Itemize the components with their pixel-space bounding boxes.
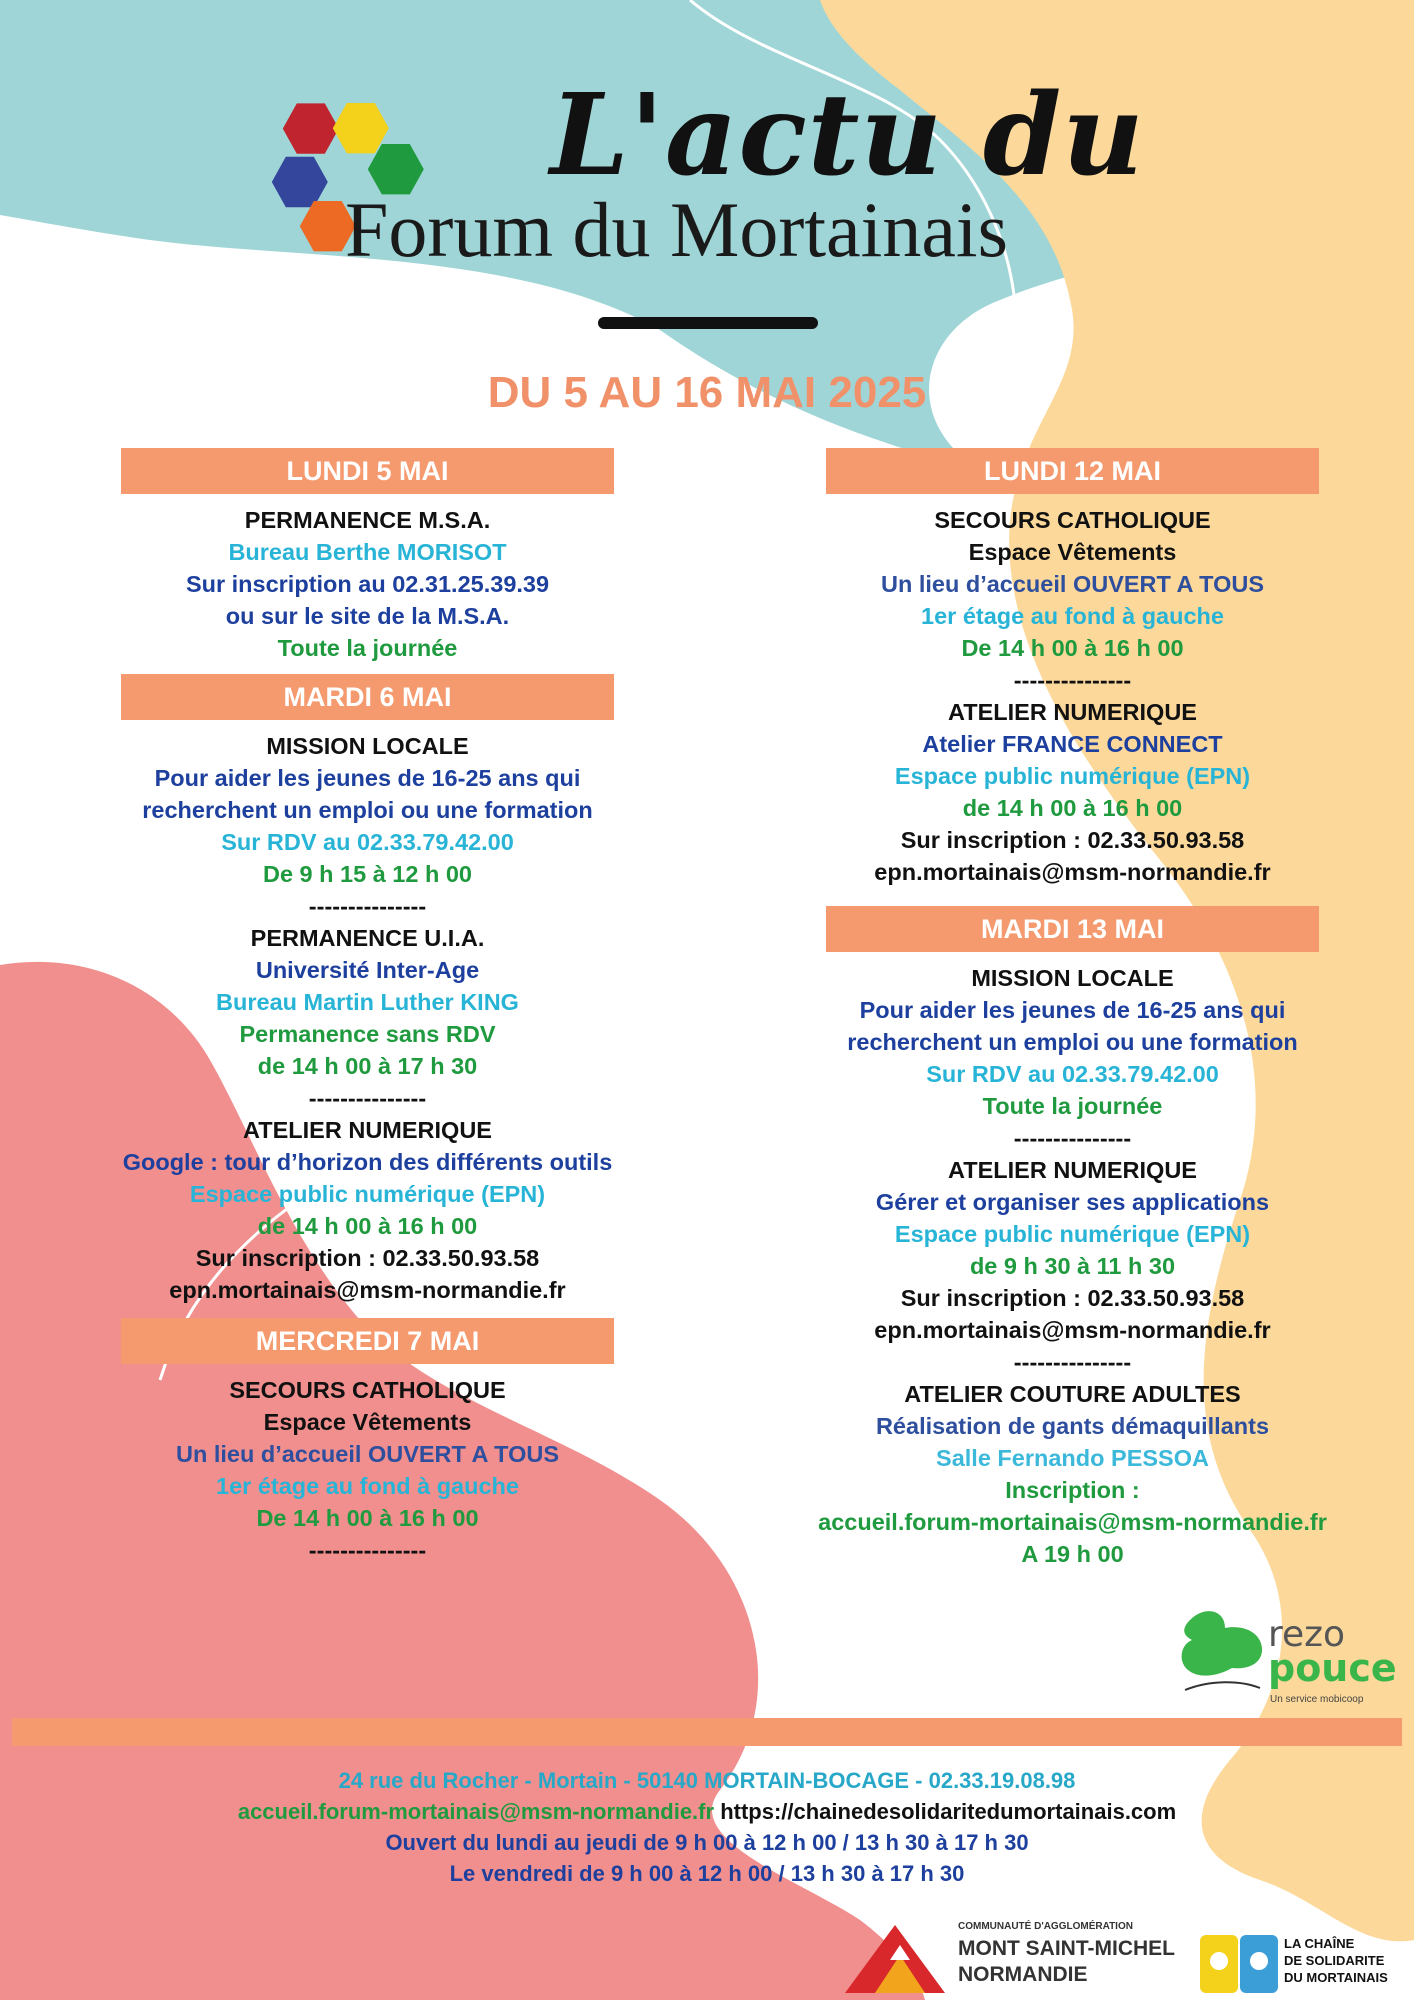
event-line: de 14 h 00 à 16 h 00 [962, 795, 1183, 821]
event-line: ou sur le site de la M.S.A. [225, 603, 510, 629]
event-line: Espace public numérique (EPN) [894, 1221, 1251, 1247]
event-line: --------------- [1013, 1349, 1132, 1375]
rezo-pouce-logo [1170, 1600, 1410, 1710]
event-line: Sur inscription : 02.33.50.93.58 [900, 1285, 1245, 1311]
event-line: 1er étage au fond à gauche [921, 603, 1224, 629]
event-line: Gérer et organiser ses applications [875, 1189, 1270, 1215]
msm-line1: COMMUNAUTÉ D'AGGLOMÉRATION [958, 1921, 1133, 1932]
footer-contact-line [0, 1796, 1414, 1827]
event-line[interactable]: accueil.forum-mortainais@msm-normandie.fr [818, 1509, 1327, 1535]
date-range: DU 5 AU 16 MAI 2025 [487, 368, 927, 417]
csm-line1: LA CHAÎNE [1284, 1936, 1355, 1951]
footer-info [0, 1765, 1414, 1889]
footer-hours-week: Ouvert du lundi au jeudi de 9 h 00 à 12 h 00 / 13 h 30 à 17 h 30 [385, 1830, 1029, 1855]
event-line: Sur inscription au 02.31.25.39.39 [185, 571, 550, 597]
day-header: MERCREDI 7 MAI [121, 1318, 614, 1364]
event-line: Espace public numérique (EPN) [894, 763, 1251, 789]
event-line: recherchent un emploi ou une formation [847, 1029, 1298, 1055]
day-header: MARDI 6 MAI [121, 674, 614, 720]
event-line: SECOURS CATHOLIQUE [934, 507, 1211, 533]
script-title: L'actu du [550, 70, 1145, 201]
day-header: MARDI 13 MAI [826, 906, 1319, 952]
footer-address: 24 rue du Rocher - Mortain - 50140 MORTAIN-BOCAGE - 02.33.19.08.98 [338, 1768, 1076, 1793]
event-line: Toute la journée [277, 635, 458, 661]
event-line: Google : tour d’horizon des différents outils [122, 1149, 613, 1175]
event-line: A 19 h 00 [1021, 1541, 1124, 1567]
event-line[interactable]: epn.mortainais@msm-normandie.fr [874, 1317, 1271, 1343]
event-line: --------------- [1013, 667, 1132, 693]
day-header: LUNDI 5 MAI [121, 448, 614, 494]
event-line: Bureau Martin Luther KING [216, 989, 519, 1015]
msm-line2: MONT SAINT-MICHEL [958, 1937, 1175, 1960]
event-line: MISSION LOCALE [266, 733, 469, 759]
footer-divider-bar [12, 1718, 1402, 1746]
rezo-tagline: Un service mobicoop [1270, 1694, 1364, 1705]
event-line: De 14 h 00 à 16 h 00 [961, 635, 1184, 661]
msm-mountain-icon [840, 1915, 950, 1995]
csm-text [1284, 1935, 1388, 1986]
event-line: SECOURS CATHOLIQUE [229, 1377, 506, 1403]
event-line: MISSION LOCALE [971, 965, 1174, 991]
event-line: de 14 h 00 à 17 h 30 [257, 1053, 478, 1079]
event-line: Bureau Berthe MORISOT [228, 539, 507, 565]
event-line: Atelier FRANCE CONNECT [922, 731, 1223, 757]
event-line: Pour aider les jeunes de 16-25 ans qui [859, 997, 1286, 1023]
event-line: PERMANENCE M.S.A. [244, 507, 491, 533]
event-line: Sur RDV au 02.33.79.42.00 [926, 1061, 1219, 1087]
event-line: Sur inscription : 02.33.50.93.58 [900, 827, 1245, 853]
event-line: Un lieu d’accueil OUVERT A TOUS [175, 1441, 560, 1467]
event-line: de 9 h 30 à 11 h 30 [969, 1253, 1176, 1279]
event-line: Inscription : [1005, 1477, 1140, 1503]
event-line: Université Inter-Age [255, 957, 480, 983]
event-line: Espace public numérique (EPN) [189, 1181, 546, 1207]
thumb-icon [1170, 1600, 1270, 1700]
event-line: ATELIER COUTURE ADULTES [904, 1381, 1241, 1407]
event-line: De 14 h 00 à 16 h 00 [256, 1505, 479, 1531]
event-line: Sur RDV au 02.33.79.42.00 [221, 829, 514, 855]
footer-website[interactable]: https://chainedesolidaritedumortainais.com [720, 1799, 1177, 1824]
event-line[interactable]: epn.mortainais@msm-normandie.fr [874, 859, 1271, 885]
event-line: Espace Vêtements [263, 1409, 472, 1435]
msm-normandie-logo [840, 1915, 1175, 1995]
event-line: Un lieu d’accueil OUVERT A TOUS [880, 571, 1265, 597]
event-line: PERMANENCE U.I.A. [250, 925, 485, 951]
right-column-schedule [805, 448, 1340, 1570]
day-header: LUNDI 12 MAI [826, 448, 1319, 494]
event-line: --------------- [308, 1085, 427, 1111]
event-line: Sur inscription : 02.33.50.93.58 [195, 1245, 540, 1271]
event-line: de 14 h 00 à 16 h 00 [257, 1213, 478, 1239]
event-line: --------------- [308, 893, 427, 919]
event-line: --------------- [308, 1537, 427, 1563]
csm-line2: DE SOLIDARITE [1284, 1953, 1385, 1968]
left-column-schedule [100, 448, 635, 1566]
chaine-solidarite-logo [1200, 1935, 1410, 1997]
event-line: 1er étage au fond à gauche [216, 1473, 519, 1499]
event-line: Permanence sans RDV [239, 1021, 496, 1047]
event-line: ATELIER NUMERIQUE [948, 699, 1197, 725]
event-line: Salle Fernando PESSOA [936, 1445, 1209, 1471]
event-line: De 9 h 15 à 12 h 00 [262, 861, 472, 887]
event-line: Toute la journée [982, 1093, 1163, 1119]
csm-line3: DU MORTAINAIS [1284, 1970, 1388, 1985]
event-line: Réalisation de gants démaquillants [875, 1413, 1270, 1439]
msm-line3: NORMANDIE [958, 1963, 1088, 1986]
pouce-text: pouce [1268, 1646, 1397, 1690]
event-line: recherchent un emploi ou une formation [142, 797, 593, 823]
event-line: Espace Vêtements [968, 539, 1177, 565]
rezo-text: rezo [1268, 1614, 1346, 1655]
event-line[interactable]: epn.mortainais@msm-normandie.fr [169, 1277, 566, 1303]
footer-hours-friday: Le vendredi de 9 h 00 à 12 h 00 / 13 h 30 à 17 h 30 [449, 1861, 965, 1886]
event-line: Pour aider les jeunes de 16-25 ans qui [154, 765, 581, 791]
title-underline [598, 317, 818, 329]
footer-email[interactable]: accueil.forum-mortainais@msm-normandie.fr [237, 1799, 715, 1824]
event-line: ATELIER NUMERIQUE [243, 1117, 492, 1143]
event-line: --------------- [1013, 1125, 1132, 1151]
main-title: Forum du Mortainais [345, 186, 1008, 273]
event-line: ATELIER NUMERIQUE [948, 1157, 1197, 1183]
hands-icon [1200, 1935, 1278, 1993]
